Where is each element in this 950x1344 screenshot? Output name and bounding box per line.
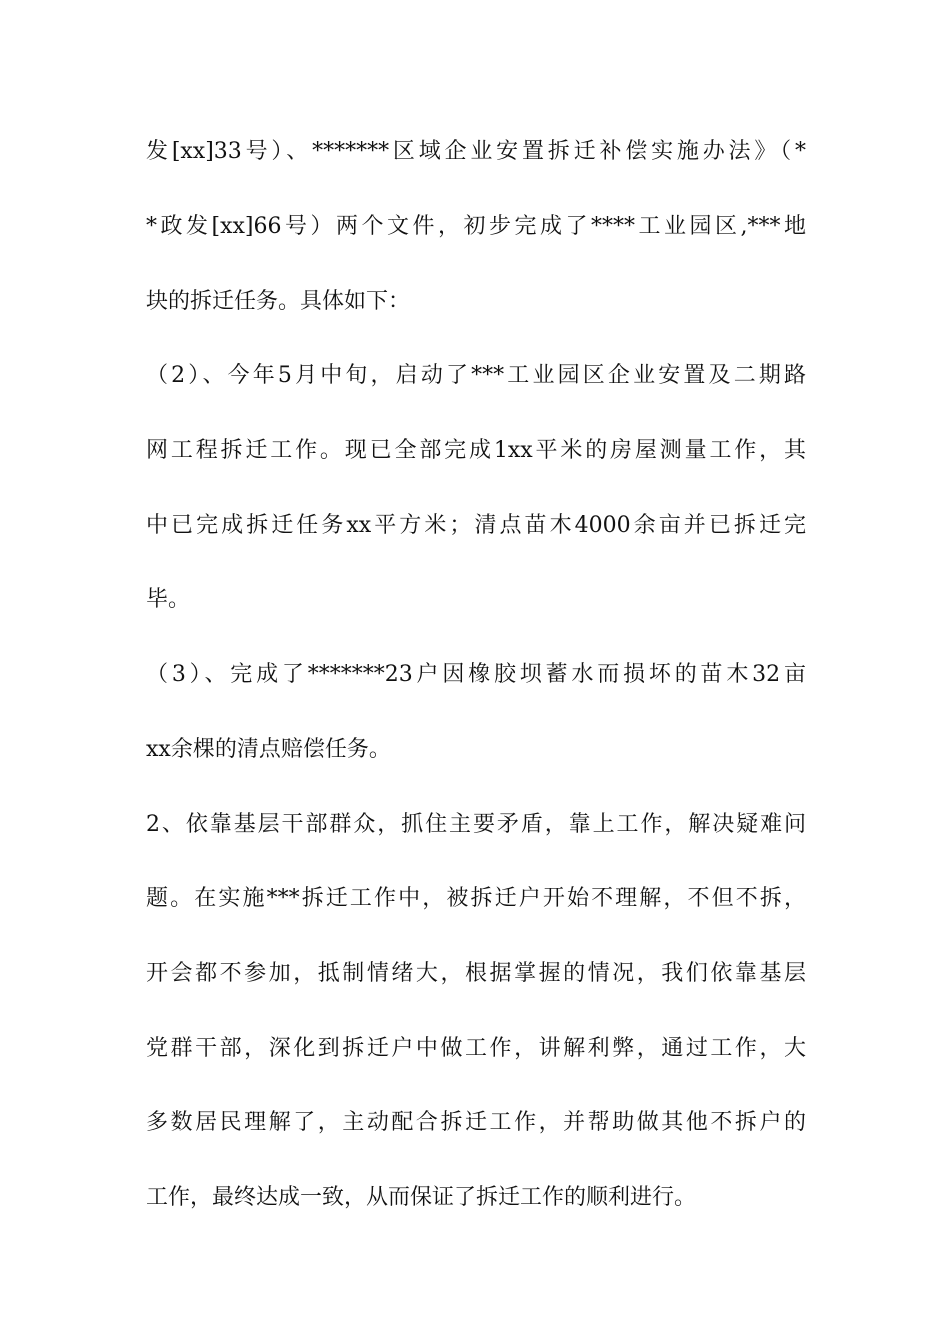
text-line-6: 中已完成拆迁任务xx平方米；清点苗木4000余亩并已拆迁完 bbox=[146, 513, 806, 538]
text-line-12: 开会都不参加，抵制情绪大，根据掌握的情况，我们依靠基层 bbox=[146, 961, 806, 986]
text-line-11: 题。在实施***拆迁工作中，被拆迁户开始不理解，不但不拆， bbox=[146, 886, 806, 911]
text-line-9: xx余棵的清点赔偿任务。 bbox=[146, 737, 391, 762]
text-line-14: 多数居民理解了，主动配合拆迁工作，并帮助做其他不拆户的 bbox=[146, 1110, 806, 1135]
text-line-3: 块的拆迁任务。具体如下： bbox=[146, 289, 411, 314]
text-line-10: 2、依靠基层干部群众，抓住主要矛盾，靠上工作，解决疑难问 bbox=[146, 812, 806, 837]
text-line-15: 工作，最终达成一致，从而保证了拆迁工作的顺利进行。 bbox=[146, 1185, 697, 1210]
text-line-7: 毕。 bbox=[146, 587, 191, 612]
text-line-4: （2）、今年5月中旬，启动了***工业园区企业安置及二期路 bbox=[146, 363, 806, 388]
text-line-1: 发[xx]33号）、*******区域企业安置拆迁补偿实施办法》（* bbox=[146, 139, 806, 164]
text-line-13: 党群干部，深化到拆迁户中做工作，讲解利弊，通过工作，大 bbox=[146, 1036, 806, 1061]
text-line-2: *政发[xx]66号）两个文件，初步完成了****工业园区,***地 bbox=[146, 214, 806, 239]
text-line-5: 网工程拆迁工作。现已全部完成1xx平米的房屋测量工作，其 bbox=[146, 438, 806, 463]
text-line-8: （3）、完成了*******23户因橡胶坝蓄水而损坏的苗木32亩 bbox=[146, 662, 806, 687]
